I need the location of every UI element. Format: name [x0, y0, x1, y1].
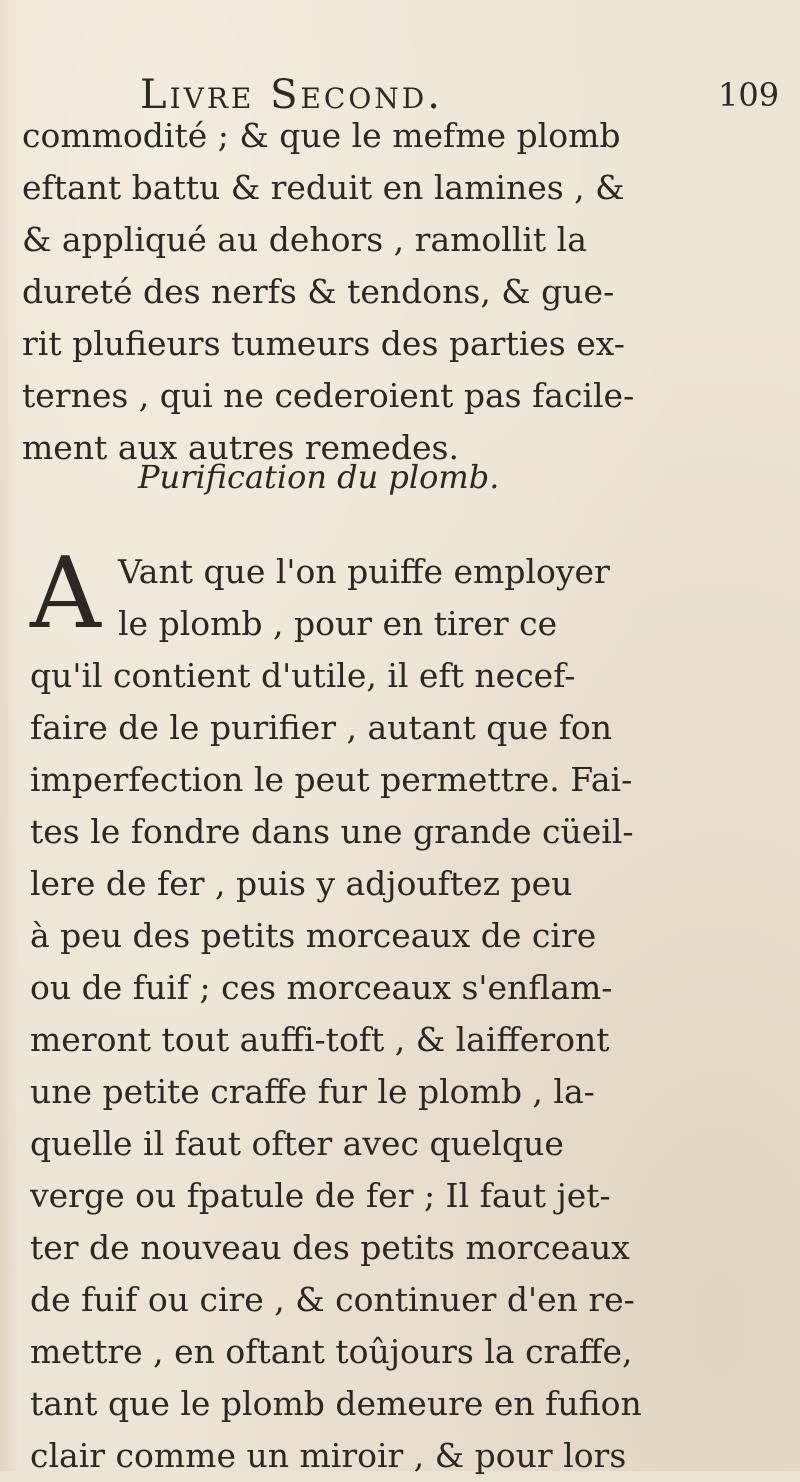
text-line: à peu des petits morceaux de cire: [30, 916, 597, 955]
text-line: lere de fer , puis y adjouftez peu: [30, 864, 573, 903]
text-line: ment aux autres remedes.: [22, 428, 459, 467]
text-line: tant que le plomb demeure en fufion: [30, 1384, 642, 1423]
page-number: 109: [718, 76, 780, 114]
text-line: ou de fuif ; ces morceaux s'enflam-: [30, 968, 613, 1007]
text-line: le plomb , pour en tirer ce: [118, 604, 558, 643]
text-line: Vant que l'on puiffe employer: [118, 552, 610, 591]
text-line: mettre , en oftant toûjours la craffe,: [30, 1332, 633, 1371]
text-line: ternes , qui ne cederoient pas facile-: [22, 376, 635, 415]
paragraph-2: [30, 650, 800, 1482]
section-heading: Purification du plomb.: [138, 458, 500, 496]
text-line: quelle il faut ofter avec quelque: [30, 1124, 564, 1163]
text-line: faire de le purifier , autant que fon: [30, 708, 613, 747]
paragraph-1: [22, 110, 792, 474]
text-line: qu'il contient d'utile, il eft necef-: [30, 656, 576, 695]
text-line: imperfection le peut permettre. Fai-: [30, 760, 633, 799]
text-line: tes le fondre dans une grande cüeil-: [30, 812, 634, 851]
text-line: & appliqué au dehors , ramollit la: [22, 220, 587, 259]
text-line: dureté des nerfs & tendons, & gue-: [22, 272, 615, 311]
text-line: meront tout auffi-toft , & laifferont: [30, 1020, 610, 1059]
drop-cap: A: [30, 537, 101, 651]
text-line: ter de nouveau des petits morceaux: [30, 1228, 630, 1267]
text-line: rit plufieurs tumeurs des parties ex-: [22, 324, 625, 363]
text-line: eftant battu & reduit en lamines , &: [22, 168, 625, 207]
paragraph-2-indented-lines: [118, 546, 798, 650]
text-line: une petite craffe fur le plomb , la-: [30, 1072, 595, 1111]
text-line: verge ou fpatule de fer ; Il faut jet-: [30, 1176, 611, 1215]
text-line: commodité ; & que le mefme plomb: [22, 116, 621, 155]
text-line: de fuif ou cire , & continuer d'en re-: [30, 1280, 635, 1319]
running-head-title: Livre Second.: [140, 72, 443, 118]
text-line: clair comme un miroir , & pour lors: [30, 1436, 627, 1475]
